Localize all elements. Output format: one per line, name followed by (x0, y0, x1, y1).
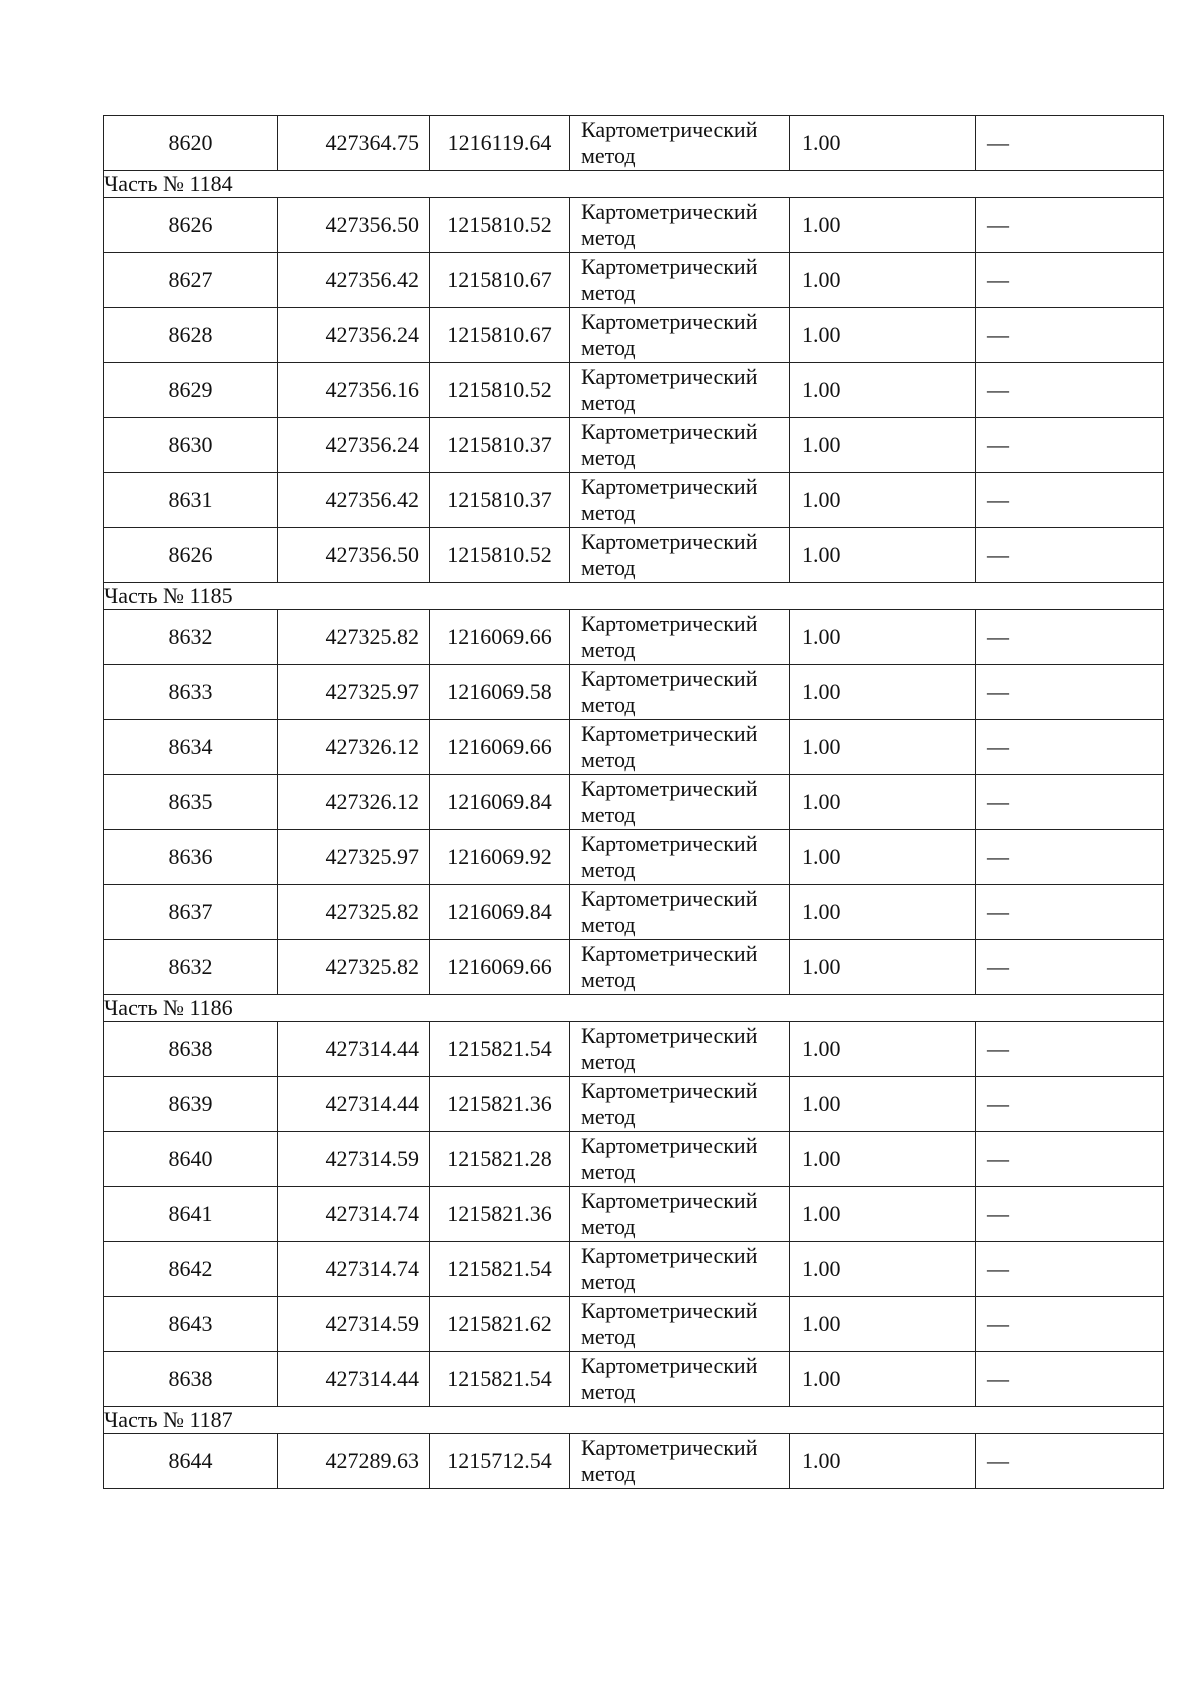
accuracy-value: 1.00 (790, 775, 976, 830)
point-number: 8627 (104, 253, 278, 308)
method-line-2: метод (581, 857, 636, 882)
x-coordinate: 427314.74 (278, 1242, 430, 1297)
point-number: 8633 (104, 665, 278, 720)
y-coordinate: 1216069.66 (430, 720, 570, 775)
description-dash: — (976, 473, 1164, 528)
table-row (104, 720, 1164, 775)
accuracy-value: 1.00 (790, 1242, 976, 1297)
y-coordinate: 1215810.37 (430, 418, 570, 473)
description-dash: — (976, 1297, 1164, 1352)
point-number: 8620 (104, 116, 278, 171)
method-line-2: метод (581, 335, 636, 360)
method-line-1: Картометрический (581, 721, 758, 746)
method-line-1: Картометрический (581, 941, 758, 966)
method-cell (570, 308, 790, 363)
point-number: 8637 (104, 885, 278, 940)
method-cell (570, 665, 790, 720)
y-coordinate: 1215712.54 (430, 1434, 570, 1489)
y-coordinate: 1216069.66 (430, 610, 570, 665)
method-line-1: Картометрический (581, 117, 758, 142)
description-dash: — (976, 1242, 1164, 1297)
x-coordinate: 427325.97 (278, 665, 430, 720)
method-cell (570, 1352, 790, 1407)
table-row (104, 308, 1164, 363)
accuracy-value: 1.00 (790, 830, 976, 885)
point-number: 8640 (104, 1132, 278, 1187)
table-row (104, 830, 1164, 885)
method-line-1: Картометрический (581, 419, 758, 444)
method-cell (570, 1242, 790, 1297)
description-dash: — (976, 253, 1164, 308)
point-number: 8634 (104, 720, 278, 775)
method-line-1: Картометрический (581, 474, 758, 499)
accuracy-value: 1.00 (790, 528, 976, 583)
x-coordinate: 427314.44 (278, 1352, 430, 1407)
method-line-2: метод (581, 500, 636, 525)
x-coordinate: 427325.82 (278, 885, 430, 940)
table-row (104, 885, 1164, 940)
description-dash: — (976, 830, 1164, 885)
description-dash: — (976, 1434, 1164, 1489)
method-line-2: метод (581, 143, 636, 168)
table-row (104, 1242, 1164, 1297)
x-coordinate: 427314.44 (278, 1022, 430, 1077)
method-cell (570, 830, 790, 885)
y-coordinate: 1215810.52 (430, 363, 570, 418)
method-line-2: метод (581, 1324, 636, 1349)
method-line-1: Картометрический (581, 831, 758, 856)
coordinates-table (103, 115, 1164, 1489)
method-line-2: метод (581, 390, 636, 415)
part-label: Часть № 1185 (104, 583, 1164, 610)
method-cell (570, 253, 790, 308)
description-dash: — (976, 528, 1164, 583)
point-number: 8641 (104, 1187, 278, 1242)
method-line-2: метод (581, 912, 636, 937)
table-row (104, 1022, 1164, 1077)
y-coordinate: 1216069.66 (430, 940, 570, 995)
accuracy-value: 1.00 (790, 1077, 976, 1132)
method-line-2: метод (581, 225, 636, 250)
accuracy-value: 1.00 (790, 1352, 976, 1407)
x-coordinate: 427356.24 (278, 308, 430, 363)
accuracy-value: 1.00 (790, 253, 976, 308)
y-coordinate: 1216069.58 (430, 665, 570, 720)
point-number: 8631 (104, 473, 278, 528)
description-dash: — (976, 116, 1164, 171)
accuracy-value: 1.00 (790, 1187, 976, 1242)
y-coordinate: 1215821.36 (430, 1077, 570, 1132)
accuracy-value: 1.00 (790, 363, 976, 418)
description-dash: — (976, 1187, 1164, 1242)
method-line-1: Картометрический (581, 1243, 758, 1268)
method-line-2: метод (581, 1461, 636, 1486)
x-coordinate: 427356.50 (278, 528, 430, 583)
table-row (104, 775, 1164, 830)
method-line-2: метод (581, 1159, 636, 1184)
point-number: 8626 (104, 528, 278, 583)
accuracy-value: 1.00 (790, 940, 976, 995)
method-line-2: метод (581, 1379, 636, 1404)
table-row (104, 363, 1164, 418)
x-coordinate: 427325.97 (278, 830, 430, 885)
part-header-row (104, 995, 1164, 1022)
part-label: Часть № 1187 (104, 1407, 1164, 1434)
point-number: 8629 (104, 363, 278, 418)
point-number: 8626 (104, 198, 278, 253)
part-label: Часть № 1186 (104, 995, 1164, 1022)
method-line-2: метод (581, 967, 636, 992)
y-coordinate: 1215821.62 (430, 1297, 570, 1352)
method-line-2: метод (581, 555, 636, 580)
accuracy-value: 1.00 (790, 885, 976, 940)
accuracy-value: 1.00 (790, 1297, 976, 1352)
method-cell (570, 1434, 790, 1489)
y-coordinate: 1215821.54 (430, 1352, 570, 1407)
method-line-1: Картометрический (581, 364, 758, 389)
x-coordinate: 427356.42 (278, 473, 430, 528)
table-row (104, 1077, 1164, 1132)
method-cell (570, 1132, 790, 1187)
point-number: 8636 (104, 830, 278, 885)
part-header-row (104, 1407, 1164, 1434)
x-coordinate: 427356.42 (278, 253, 430, 308)
method-line-1: Картометрический (581, 199, 758, 224)
table-row (104, 1352, 1164, 1407)
method-cell (570, 885, 790, 940)
method-cell (570, 610, 790, 665)
table-row (104, 528, 1164, 583)
x-coordinate: 427289.63 (278, 1434, 430, 1489)
description-dash: — (976, 1022, 1164, 1077)
x-coordinate: 427325.82 (278, 610, 430, 665)
method-line-1: Картометрический (581, 1188, 758, 1213)
x-coordinate: 427356.16 (278, 363, 430, 418)
method-cell (570, 1297, 790, 1352)
method-cell (570, 363, 790, 418)
method-cell (570, 720, 790, 775)
accuracy-value: 1.00 (790, 665, 976, 720)
table-row (104, 473, 1164, 528)
method-line-1: Картометрический (581, 776, 758, 801)
part-label: Часть № 1184 (104, 171, 1164, 198)
y-coordinate: 1215810.52 (430, 198, 570, 253)
table-row (104, 253, 1164, 308)
method-line-2: метод (581, 1269, 636, 1294)
accuracy-value: 1.00 (790, 308, 976, 363)
accuracy-value: 1.00 (790, 473, 976, 528)
method-line-1: Картометрический (581, 309, 758, 334)
point-number: 8643 (104, 1297, 278, 1352)
table-row (104, 610, 1164, 665)
table-row (104, 940, 1164, 995)
x-coordinate: 427314.44 (278, 1077, 430, 1132)
point-number: 8632 (104, 940, 278, 995)
y-coordinate: 1215821.28 (430, 1132, 570, 1187)
method-line-2: метод (581, 692, 636, 717)
point-number: 8644 (104, 1434, 278, 1489)
method-line-1: Картометрический (581, 254, 758, 279)
x-coordinate: 427325.82 (278, 940, 430, 995)
method-cell (570, 940, 790, 995)
x-coordinate: 427356.24 (278, 418, 430, 473)
method-line-2: метод (581, 802, 636, 827)
point-number: 8630 (104, 418, 278, 473)
accuracy-value: 1.00 (790, 1434, 976, 1489)
x-coordinate: 427356.50 (278, 198, 430, 253)
method-line-1: Картометрический (581, 1133, 758, 1158)
method-cell (570, 418, 790, 473)
method-line-1: Картометрический (581, 1353, 758, 1378)
method-cell (570, 775, 790, 830)
method-line-2: метод (581, 1049, 636, 1074)
table-row (104, 1187, 1164, 1242)
table-body (104, 116, 1164, 1489)
method-line-1: Картометрический (581, 1298, 758, 1323)
part-header-row (104, 171, 1164, 198)
x-coordinate: 427314.59 (278, 1297, 430, 1352)
description-dash: — (976, 610, 1164, 665)
part-header-row (104, 583, 1164, 610)
method-cell (570, 116, 790, 171)
method-cell (570, 198, 790, 253)
method-line-1: Картометрический (581, 1023, 758, 1048)
method-cell (570, 1187, 790, 1242)
method-line-2: метод (581, 1104, 636, 1129)
method-line-1: Картометрический (581, 1435, 758, 1460)
y-coordinate: 1216069.84 (430, 775, 570, 830)
description-dash: — (976, 198, 1164, 253)
description-dash: — (976, 363, 1164, 418)
description-dash: — (976, 1132, 1164, 1187)
y-coordinate: 1215810.52 (430, 528, 570, 583)
accuracy-value: 1.00 (790, 720, 976, 775)
description-dash: — (976, 1077, 1164, 1132)
x-coordinate: 427326.12 (278, 720, 430, 775)
y-coordinate: 1215810.37 (430, 473, 570, 528)
method-cell (570, 1022, 790, 1077)
method-line-1: Картометрический (581, 666, 758, 691)
y-coordinate: 1215821.36 (430, 1187, 570, 1242)
point-number: 8632 (104, 610, 278, 665)
x-coordinate: 427314.59 (278, 1132, 430, 1187)
method-line-1: Картометрический (581, 1078, 758, 1103)
point-number: 8628 (104, 308, 278, 363)
description-dash: — (976, 885, 1164, 940)
y-coordinate: 1215810.67 (430, 253, 570, 308)
table-row (104, 665, 1164, 720)
description-dash: — (976, 665, 1164, 720)
table-row (104, 1132, 1164, 1187)
description-dash: — (976, 308, 1164, 363)
table-row (104, 198, 1164, 253)
table-row (104, 1434, 1164, 1489)
y-coordinate: 1216069.84 (430, 885, 570, 940)
method-line-1: Картометрический (581, 611, 758, 636)
point-number: 8638 (104, 1352, 278, 1407)
method-line-1: Картометрический (581, 886, 758, 911)
accuracy-value: 1.00 (790, 198, 976, 253)
method-cell (570, 528, 790, 583)
y-coordinate: 1215821.54 (430, 1242, 570, 1297)
description-dash: — (976, 775, 1164, 830)
table-row (104, 418, 1164, 473)
description-dash: — (976, 1352, 1164, 1407)
point-number: 8639 (104, 1077, 278, 1132)
method-line-1: Картометрический (581, 529, 758, 554)
x-coordinate: 427314.74 (278, 1187, 430, 1242)
method-line-2: метод (581, 747, 636, 772)
accuracy-value: 1.00 (790, 1132, 976, 1187)
point-number: 8635 (104, 775, 278, 830)
accuracy-value: 1.00 (790, 1022, 976, 1077)
point-number: 8642 (104, 1242, 278, 1297)
description-dash: — (976, 418, 1164, 473)
y-coordinate: 1215821.54 (430, 1022, 570, 1077)
method-line-2: метод (581, 445, 636, 470)
method-line-2: метод (581, 637, 636, 662)
y-coordinate: 1216119.64 (430, 116, 570, 171)
method-cell (570, 1077, 790, 1132)
x-coordinate: 427364.75 (278, 116, 430, 171)
method-cell (570, 473, 790, 528)
y-coordinate: 1215810.67 (430, 308, 570, 363)
description-dash: — (976, 940, 1164, 995)
accuracy-value: 1.00 (790, 116, 976, 171)
y-coordinate: 1216069.92 (430, 830, 570, 885)
table-row (104, 116, 1164, 171)
table-row (104, 1297, 1164, 1352)
method-line-2: метод (581, 280, 636, 305)
accuracy-value: 1.00 (790, 418, 976, 473)
point-number: 8638 (104, 1022, 278, 1077)
accuracy-value: 1.00 (790, 610, 976, 665)
method-line-2: метод (581, 1214, 636, 1239)
description-dash: — (976, 720, 1164, 775)
x-coordinate: 427326.12 (278, 775, 430, 830)
